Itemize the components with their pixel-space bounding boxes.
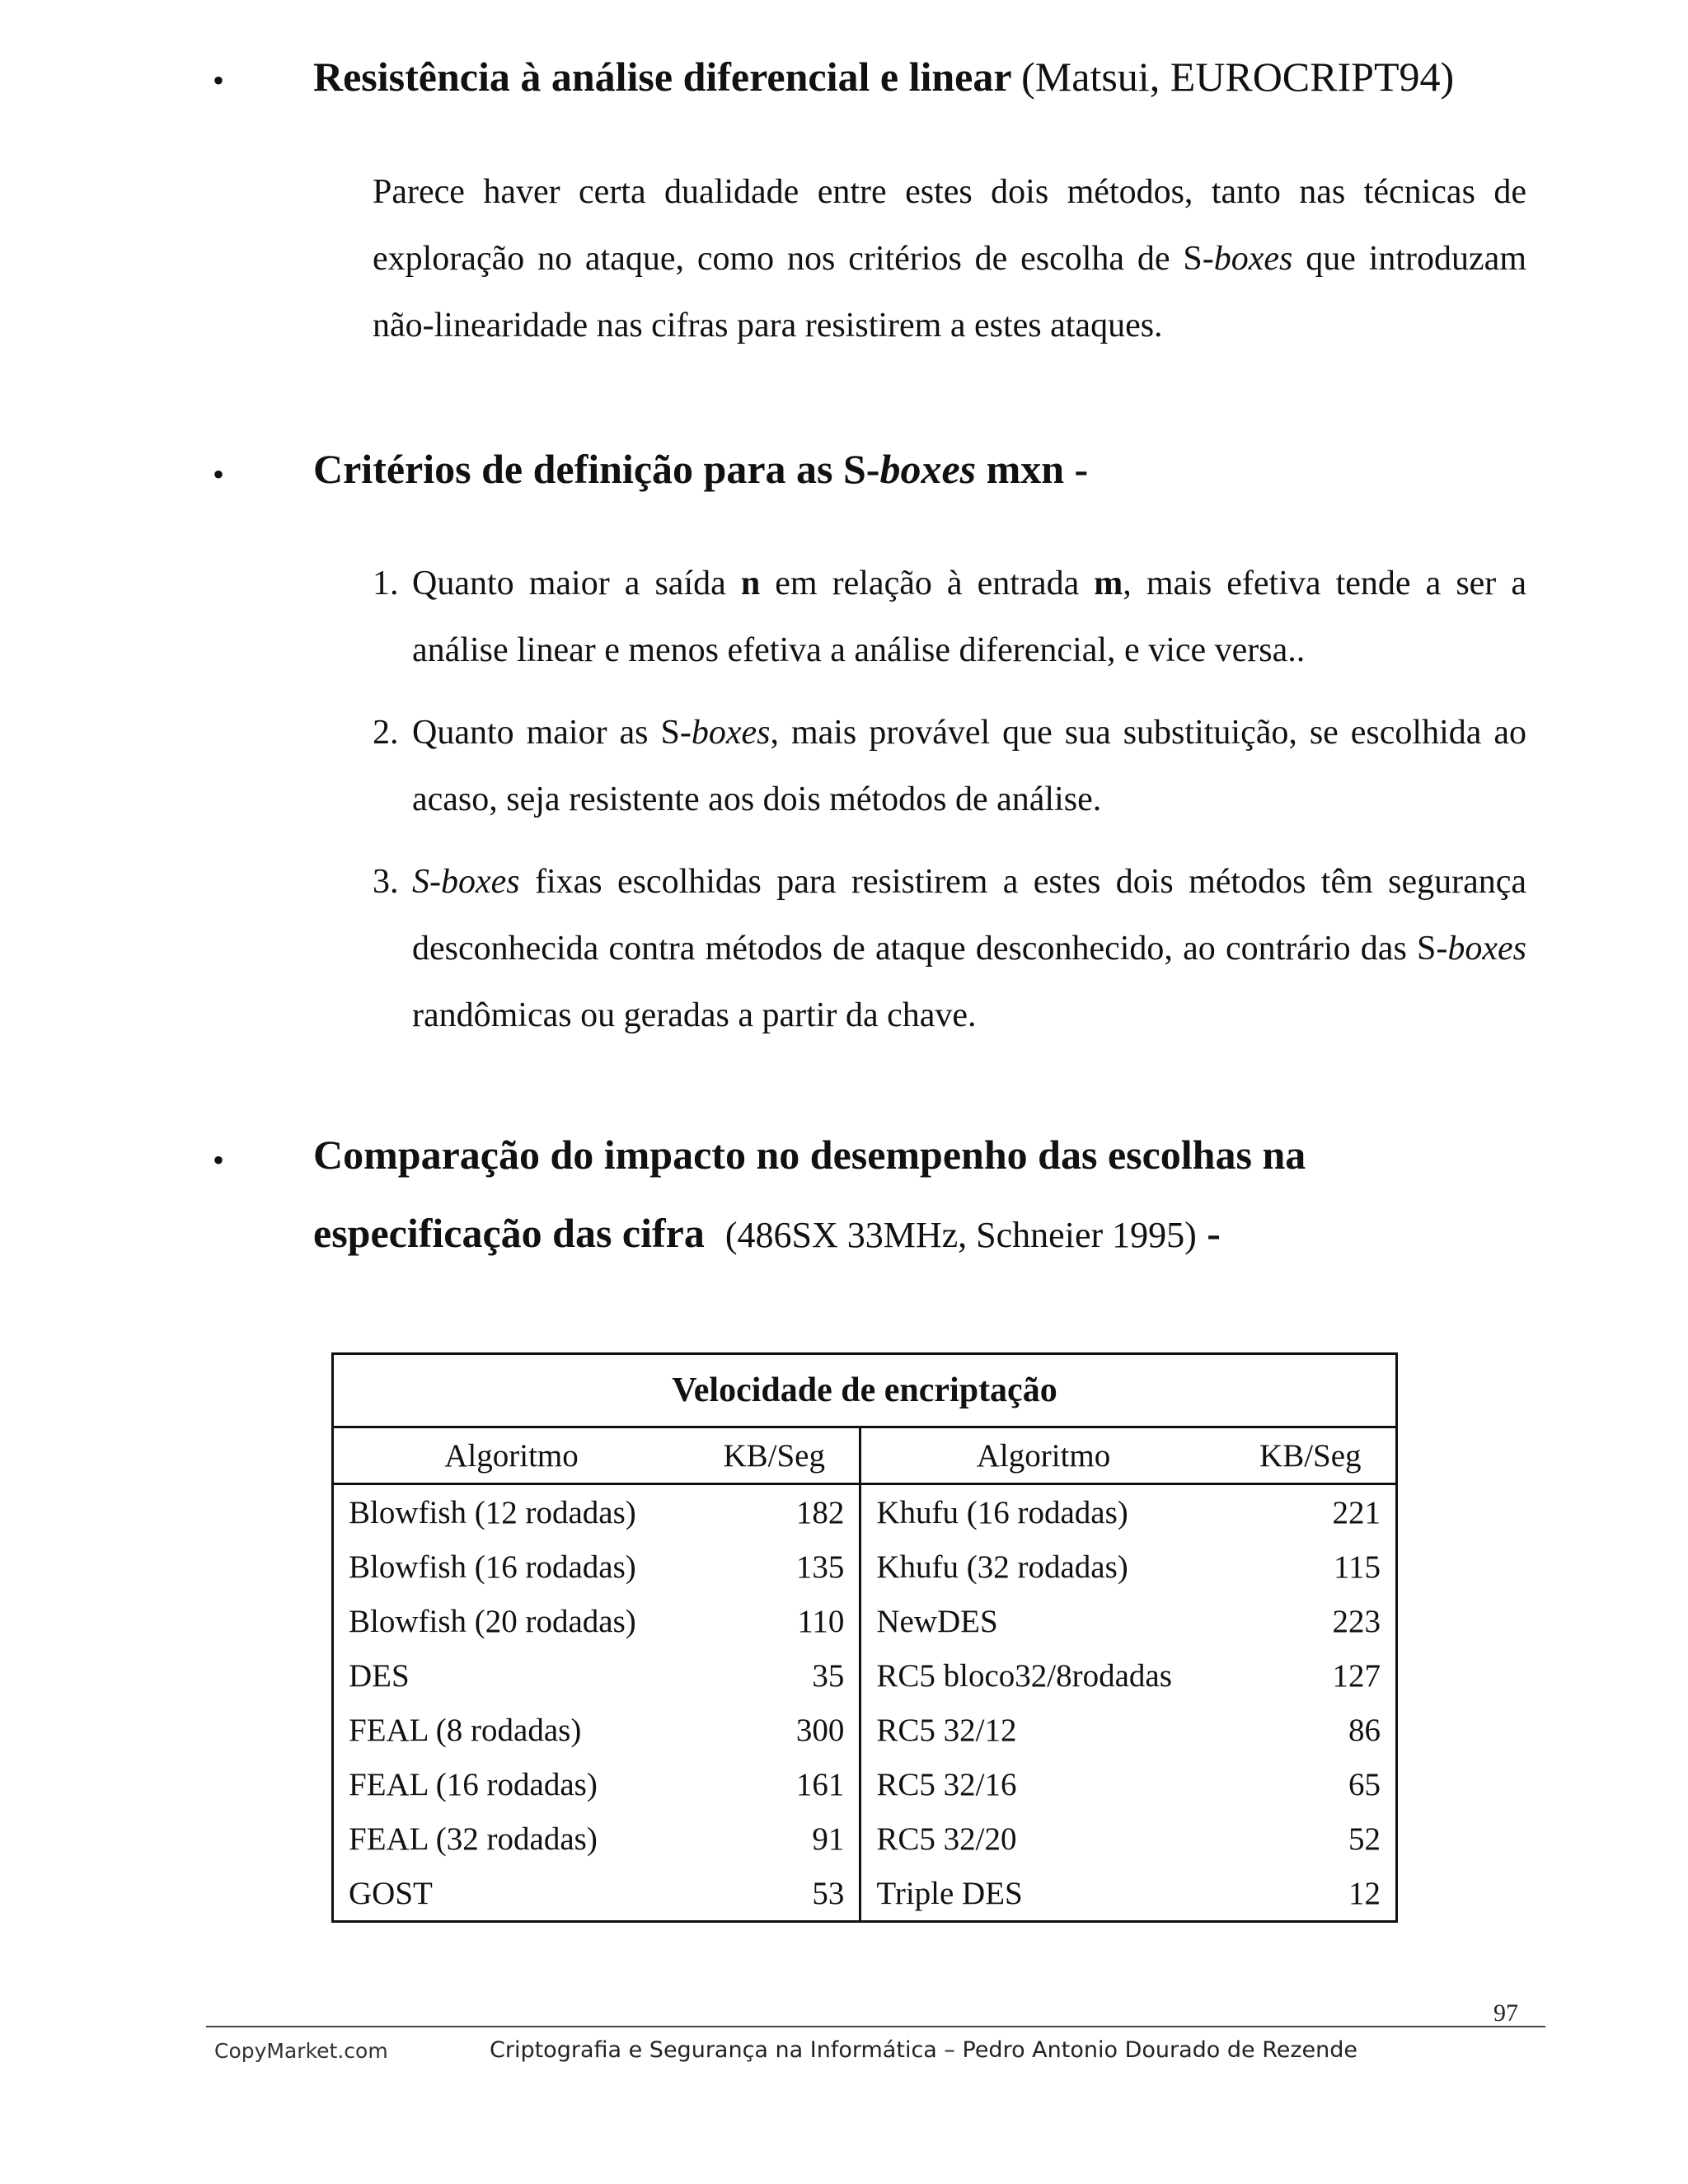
- speed-cell: 223: [1332, 1603, 1381, 1639]
- paragraph-duality: [373, 159, 1526, 359]
- text: Parece haver certa dualidade entre estes dois métodos, tanto nas técnicas de exploração no ataque, como nos critérios de escolha de S-: [373, 173, 1526, 278]
- heading-note: (486SX 33MHz, Schneier 1995): [724, 1215, 1197, 1255]
- italic-text: boxes: [691, 714, 771, 752]
- algorithm-cell: Khufu (16 rodadas): [876, 1494, 1128, 1530]
- algorithm-cell: GOST: [349, 1875, 433, 1911]
- speed-table: [331, 1352, 1398, 1923]
- text: que introduzam não-linearidade nas cifras para resistirem a estes ataques.: [373, 240, 1526, 344]
- speed-cell: 135: [689, 1540, 860, 1594]
- algorithm-cell: FEAL (32 rodadas): [349, 1821, 598, 1857]
- table-row: [333, 1648, 1397, 1703]
- table-row: [333, 1484, 1397, 1540]
- heading-text: Resistência à análise diferencial e linear: [313, 54, 1011, 100]
- column-header: KB/Seg: [1226, 1427, 1397, 1484]
- speed-cell: 221: [1332, 1494, 1381, 1530]
- text: Quanto maior a saída: [412, 565, 741, 602]
- speed-cell: 300: [689, 1703, 860, 1757]
- italic-text: S-boxes: [412, 863, 520, 901]
- heading-note: (Matsui, EUROCRIPT94): [1021, 54, 1455, 100]
- algorithm-cell: Triple DES: [876, 1875, 1023, 1911]
- heading-text: especificação das cifra: [313, 1210, 705, 1256]
- table-row: [333, 1703, 1397, 1757]
- algorithm-cell: RC5 32/16: [876, 1766, 1017, 1802]
- column-header: Algoritmo: [860, 1427, 1226, 1484]
- item-number: 1.: [373, 565, 399, 602]
- text: em relação à entrada: [760, 565, 1095, 602]
- bold-text: n: [740, 565, 761, 602]
- algorithm-cell: NewDES: [876, 1603, 998, 1639]
- speed-cell: 35: [689, 1648, 860, 1703]
- table-title: Velocidade de encriptação: [333, 1354, 1397, 1427]
- algorithm-cell: Blowfish (16 rodadas): [349, 1549, 636, 1585]
- table-row: [333, 1866, 1397, 1922]
- bold-text: m: [1094, 565, 1123, 602]
- footer-divider: [206, 2026, 1545, 2027]
- heading-italic: boxes: [879, 446, 977, 492]
- section-heading-comparison-line1: Comparação do impacto no desempenho das escolhas na: [313, 1132, 1306, 1178]
- table-row: [333, 1757, 1397, 1811]
- algorithm-cell: RC5 32/20: [876, 1821, 1017, 1857]
- algorithm-cell: RC5 32/12: [876, 1712, 1017, 1748]
- text: , mais efetiva tende a ser a análise linear e menos efetiva a análise diferencial, e vice versa..: [412, 565, 1526, 669]
- bullet-icon: •: [213, 62, 225, 99]
- list-item: [373, 551, 1526, 684]
- item-number: 2.: [373, 714, 399, 752]
- text: fixas escolhidas para resistirem a estes dois métodos têm segurança desconhecida contra métodos de ataque desconhecido, ao contrário das S-: [412, 863, 1526, 968]
- section-heading-resistance: [313, 53, 1454, 101]
- criteria-list: [373, 551, 1526, 1065]
- list-item: [373, 849, 1526, 1049]
- column-header: KB/Seg: [689, 1427, 860, 1484]
- section-heading-comparison-line2: [313, 1209, 1221, 1257]
- heading-dash: -: [1207, 1210, 1221, 1256]
- speed-cell: 86: [1348, 1712, 1381, 1748]
- speed-cell: 65: [1348, 1766, 1381, 1802]
- speed-cell: 115: [1333, 1549, 1381, 1585]
- table-row: [333, 1540, 1397, 1594]
- heading-text: mxn -: [976, 446, 1089, 492]
- italic-text: boxes: [1447, 930, 1526, 968]
- heading-text: Critérios de definição para as S-: [313, 446, 880, 492]
- text: , mais provável que sua substituição, se escolhida ao acaso, seja resistente aos dois métodos de análise.: [412, 714, 1526, 818]
- section-heading-criteria: [313, 445, 1088, 493]
- bullet-icon: •: [213, 456, 225, 493]
- algorithm-cell: Blowfish (12 rodadas): [349, 1494, 636, 1530]
- speed-cell: 110: [689, 1594, 860, 1648]
- speed-cell: 52: [1348, 1821, 1381, 1857]
- text: Quanto maior as S-: [412, 714, 692, 752]
- table-row: [333, 1811, 1397, 1866]
- speed-cell: 91: [689, 1811, 860, 1866]
- speed-cell: 161: [689, 1757, 860, 1811]
- column-header: Algoritmo: [333, 1427, 690, 1484]
- page-number: 97: [1493, 1999, 1518, 2027]
- algorithm-cell: RC5 bloco32/8rodadas: [876, 1657, 1172, 1694]
- speed-cell: 53: [689, 1866, 860, 1922]
- italic-text: boxes: [1213, 240, 1293, 278]
- bullet-icon: •: [213, 1141, 225, 1179]
- item-number: 3.: [373, 863, 399, 901]
- speed-cell: 12: [1348, 1875, 1381, 1911]
- algorithm-cell: FEAL (16 rodadas): [349, 1766, 598, 1802]
- algorithm-cell: Khufu (32 rodadas): [876, 1549, 1128, 1585]
- speed-cell: 127: [1332, 1657, 1381, 1694]
- speed-cell: 182: [689, 1484, 860, 1540]
- footer-publisher: CopyMarket.com: [214, 2039, 388, 2063]
- algorithm-cell: DES: [349, 1657, 410, 1694]
- algorithm-cell: FEAL (8 rodadas): [349, 1712, 582, 1748]
- table-row: [333, 1594, 1397, 1648]
- algorithm-cell: Blowfish (20 rodadas): [349, 1603, 636, 1639]
- list-item: [373, 700, 1526, 833]
- text: randômicas ou geradas a partir da chave.: [412, 996, 977, 1034]
- footer-book-title: Criptografia e Segurança na Informática – Pedro Antonio Dourado de Rezende: [490, 2037, 1358, 2063]
